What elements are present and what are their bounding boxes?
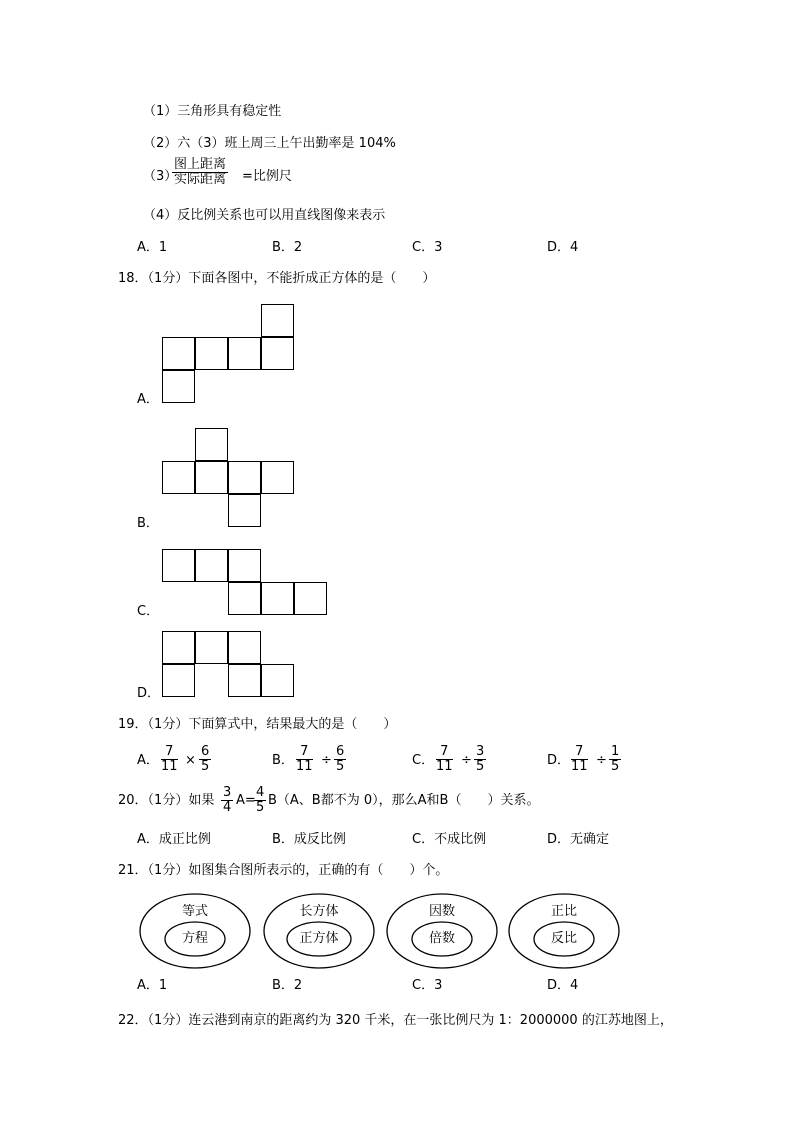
fraction-numerator: 图上距离	[174, 157, 227, 172]
numerator: 3	[476, 744, 485, 759]
venn-inner-label: 反比	[550, 931, 577, 946]
q19-c-operator: ÷	[461, 753, 472, 768]
venn-inner-label: 方程	[181, 931, 208, 946]
q19-d-operator: ÷	[596, 753, 607, 768]
venn-diagram-4	[508, 893, 620, 969]
denominator: 11	[571, 759, 588, 774]
q22-stem: 22．（1分）连云港到南京的距离约为 320 千米，在一张比例尺为 1：2000000 的江苏地图上，	[118, 1013, 673, 1028]
q20-option-c: C．不成比例	[412, 832, 487, 847]
denominator: 5	[336, 759, 345, 774]
denominator: 4	[223, 800, 232, 815]
numerator: 7	[161, 745, 178, 760]
denominator: 5	[256, 800, 265, 815]
venn-inner-label: 倍数	[428, 931, 455, 946]
q20-option-d: D．无确定	[547, 832, 610, 847]
q18-label-d: D．	[137, 686, 161, 701]
denominator: 5	[201, 759, 210, 774]
q18-label-a: A．	[137, 392, 159, 407]
q21-option-d: D．4	[547, 978, 579, 993]
denominator: 5	[611, 759, 620, 774]
q19-a-operator: ×	[185, 753, 196, 768]
q19-label-c: C．	[412, 753, 435, 768]
q19-label-a: A．	[137, 753, 159, 768]
fraction-denominator: 实际距离	[174, 172, 227, 187]
q17-option-b: B．2	[272, 240, 303, 255]
numerator: 7	[571, 745, 588, 760]
denominator: 11	[161, 759, 178, 774]
q19-b-operator: ÷	[321, 753, 332, 768]
venn-diagram-1	[139, 893, 251, 969]
q20-prefix: 20．（1分）如果	[118, 793, 215, 808]
numerator: 1	[611, 744, 620, 759]
q20-option-a: A．成正比例	[137, 832, 211, 847]
q18-label-c: C．	[137, 604, 160, 619]
q19-d-fraction-1	[571, 745, 588, 774]
numerator: 6	[201, 744, 210, 759]
q17-option-c: C．3	[412, 240, 443, 255]
q21-option-a: A．1	[137, 978, 168, 993]
q21-option-b: B．2	[272, 978, 303, 993]
venn-diagram-3	[386, 893, 498, 969]
statement-1: （1）三角形具有稳定性	[143, 104, 282, 119]
venn-inner-label: 正方体	[299, 931, 339, 946]
statement-2: （2）六（3）班上周三上午出勤率是 104%	[143, 136, 396, 151]
venn-outer-label: 长方体	[299, 904, 339, 919]
statement-3-prefix: （3）	[143, 169, 178, 184]
numerator: 6	[336, 744, 345, 759]
numerator: 7	[436, 745, 453, 760]
denominator: 5	[476, 759, 485, 774]
statement-3-suffix: =比例尺	[242, 169, 292, 184]
venn-diagram-2	[263, 893, 375, 969]
q21-stem: 21．（1分）如图集合图所表示的，正确的有（ ）个。	[118, 863, 449, 878]
q19-stem: 19．（1分）下面算式中，结果最大的是（ ）	[118, 717, 397, 732]
numerator: 4	[256, 785, 265, 800]
numerator: 7	[296, 745, 313, 760]
q21-option-c: C．3	[412, 978, 443, 993]
q18-stem: 18．（1分）下面各图中，不能折成正方体的是（ ）	[118, 271, 436, 286]
numerator: 3	[223, 785, 232, 800]
denominator: 11	[436, 759, 453, 774]
venn-outer-label: 因数	[428, 904, 455, 919]
venn-outer-label: 正比	[550, 904, 577, 919]
q20-suffix: B（A、B都不为 0），那么A和B（ ）关系。	[268, 793, 540, 808]
q17-option-d: D．4	[547, 240, 579, 255]
q20-option-b: B．成反比例	[272, 832, 346, 847]
q19-label-d: D．	[547, 753, 571, 768]
q19-d-fraction-2	[609, 745, 621, 774]
q19-label-b: B．	[272, 753, 294, 768]
q20-mid: A=	[236, 793, 256, 808]
q17-option-a: A．1	[137, 240, 168, 255]
venn-outer-label: 等式	[181, 904, 208, 919]
q18-label-b: B．	[137, 516, 159, 531]
statement-4: （4）反比例关系也可以用直线图像来表示	[143, 208, 386, 223]
denominator: 11	[296, 759, 313, 774]
